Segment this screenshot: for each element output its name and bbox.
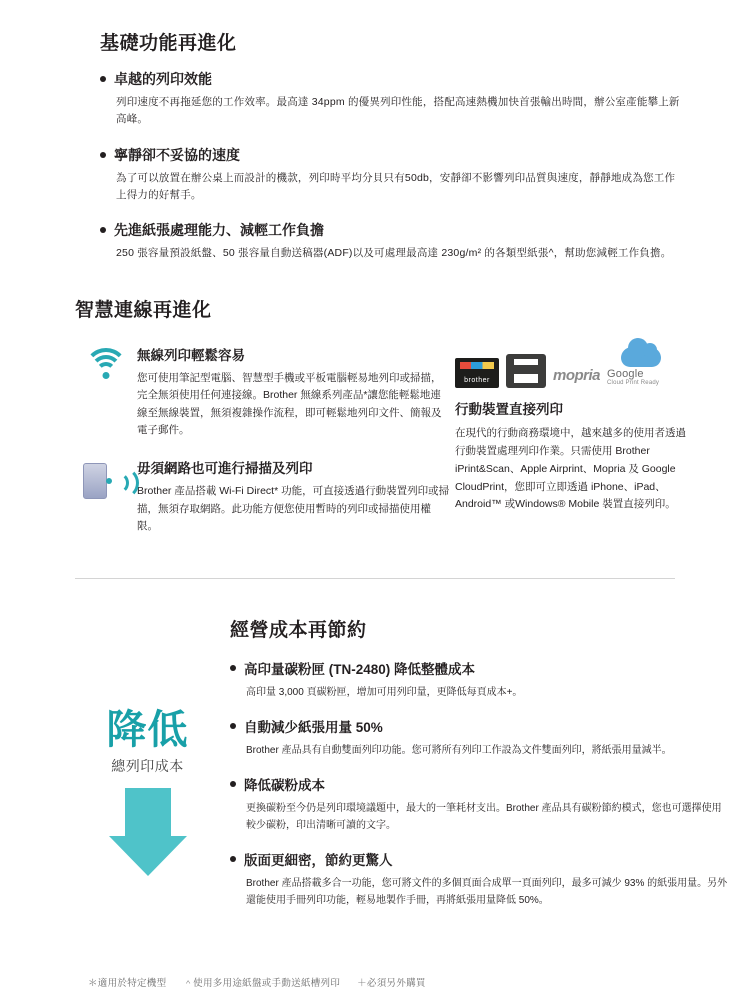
brother-logo <box>455 358 499 388</box>
cost-item-title: 版面更細密，節約更驚人 <box>244 853 393 868</box>
cost-item-title: 高印量碳粉匣 (TN-2480) 降低整體成本 <box>244 662 476 677</box>
feature-body: 您可使用筆記型電腦、智慧型手機或平板電腦輕易地列印或掃描，完全無須使用任何連接線。Brother 無線系列產品*讓您能輕鬆地連線至無線裝置，無須複雜操作流程，即可輕鬆地列印文件、簡報及電子郵件。 <box>137 372 442 436</box>
feature-title: 毋須網路也可進行掃描及列印 <box>137 461 313 477</box>
cost-item <box>230 658 730 701</box>
feature-item <box>100 145 680 205</box>
mopria-logo: mopria <box>553 367 601 384</box>
cost-item-body: Brother 產品搭載多合一功能，您可將文件的多個頁面合成單一頁面列印，最多可減少 93% 的紙張用量。另外還能使用手冊列印功能，輕易地製作手冊，再將紙張用量降低 50%。 <box>246 878 728 906</box>
cost-item-title: 自動減少紙張用量 50% <box>244 720 383 735</box>
cost-item <box>230 849 730 909</box>
feature-item <box>100 69 680 129</box>
feature-item-wifi-direct <box>75 457 450 535</box>
cost-item <box>230 774 730 834</box>
brother-logo-label: brother <box>464 377 490 384</box>
connectivity-left-column <box>75 344 450 553</box>
footnote-item: ＊適用於特定機型 <box>88 978 167 989</box>
cost-badge-title: 降低 <box>106 708 189 752</box>
cost-item-body: 更換碳粉至今仍是列印環境議題中，最大的一筆耗材支出。Brother 產品具有碳粉節約模式，您也可選擇使用較少碳粉，印出清晰可讀的文字。 <box>246 803 722 831</box>
google-logo-sublabel: Cloud Print Ready <box>607 380 660 386</box>
cost-item-body: 高印量 3,000 頁碳粉匣，增加可用列印量，更降低每頁成本+。 <box>246 687 523 698</box>
mobile-print-title: 行動裝置直接列印 <box>455 402 563 417</box>
footnote-item: ＾使用多用途紙盤或手動送紙槽列印 <box>183 978 341 989</box>
phone-wifi-icon <box>75 457 137 501</box>
feature-title: 卓越的列印效能 <box>114 71 212 87</box>
cost-badge <box>75 710 220 876</box>
feature-body: 為了可以放置在辦公桌上而設計的機款，列印時平均分貝只有50db，安靜卻不影響列印品質與速度，靜靜地成為您工作上得力的好幫手。 <box>116 171 676 201</box>
section-heading-basic: 基礎功能再進化 <box>100 33 237 54</box>
mobile-print-body: 在現代的行動商務環境中，越來越多的使用者透過行動裝置處理列印作業。只需使用 Brother iPrint&Scan、Apple Airprint、Mopria 及 Google CloudPrint，您即可立即透過 iPhone、iPad、Android™ 或Windows® Mobile 裝置直接列印。 <box>455 427 686 511</box>
wifi-icon <box>75 344 137 378</box>
feature-body: 250 張容量預設紙盤、50 張容量自動送稿器(ADF)以及可處理最高達 230g/m² 的各類型紙張^，幫助您減輕工作負擔。 <box>116 247 672 260</box>
section-divider <box>75 578 675 579</box>
feature-text <box>137 457 450 535</box>
down-arrow-icon <box>109 788 187 876</box>
feature-item <box>100 220 680 262</box>
feature-body: 列印速度不再拖延您的工作效率。最高達 34ppm 的優異列印性能，搭配高速熱機加快首張輸出時間，辦公室產能攀上新高峰。 <box>116 96 680 126</box>
feature-item-wireless <box>75 344 450 439</box>
cost-item <box>230 716 730 759</box>
feature-title: 寧靜卻不妥協的速度 <box>114 146 240 163</box>
footnote-item: ＋必須另外購買 <box>357 978 426 989</box>
cloud-icon <box>621 347 661 367</box>
section-heading-cost: 經營成本再節約 <box>230 620 367 641</box>
section-connectivity <box>75 295 695 553</box>
google-logo-label: Google <box>607 368 644 380</box>
feature-body: Brother 產品搭載 Wi-Fi Direct* 功能，可直接透過行動裝置列印或掃描，無須存取網路。此功能方便您使用暫時的列印或掃描使用權限。 <box>137 485 450 532</box>
cost-badge-subtitle: 總列印成本 <box>111 758 184 774</box>
feature-title: 先進紙張處理能力、減輕工作負擔 <box>114 222 324 239</box>
printer-logo <box>506 354 546 388</box>
partner-logo-strip <box>455 344 695 388</box>
cost-items <box>230 615 730 924</box>
footnotes <box>88 975 440 989</box>
section-heading-connectivity: 智慧連線再進化 <box>75 300 212 321</box>
google-cloud-print-logo <box>607 347 677 388</box>
cost-item-body: Brother 產品具有自動雙面列印功能。您可將所有列印工作設為文件雙面列印，將紙張用量減半。 <box>246 745 672 756</box>
section-basic-features <box>100 28 680 279</box>
cost-item-title: 降低碳粉成本 <box>244 778 325 793</box>
feature-title: 無線列印輕鬆容易 <box>137 348 245 363</box>
feature-text <box>137 344 450 439</box>
connectivity-right-column <box>450 344 695 514</box>
